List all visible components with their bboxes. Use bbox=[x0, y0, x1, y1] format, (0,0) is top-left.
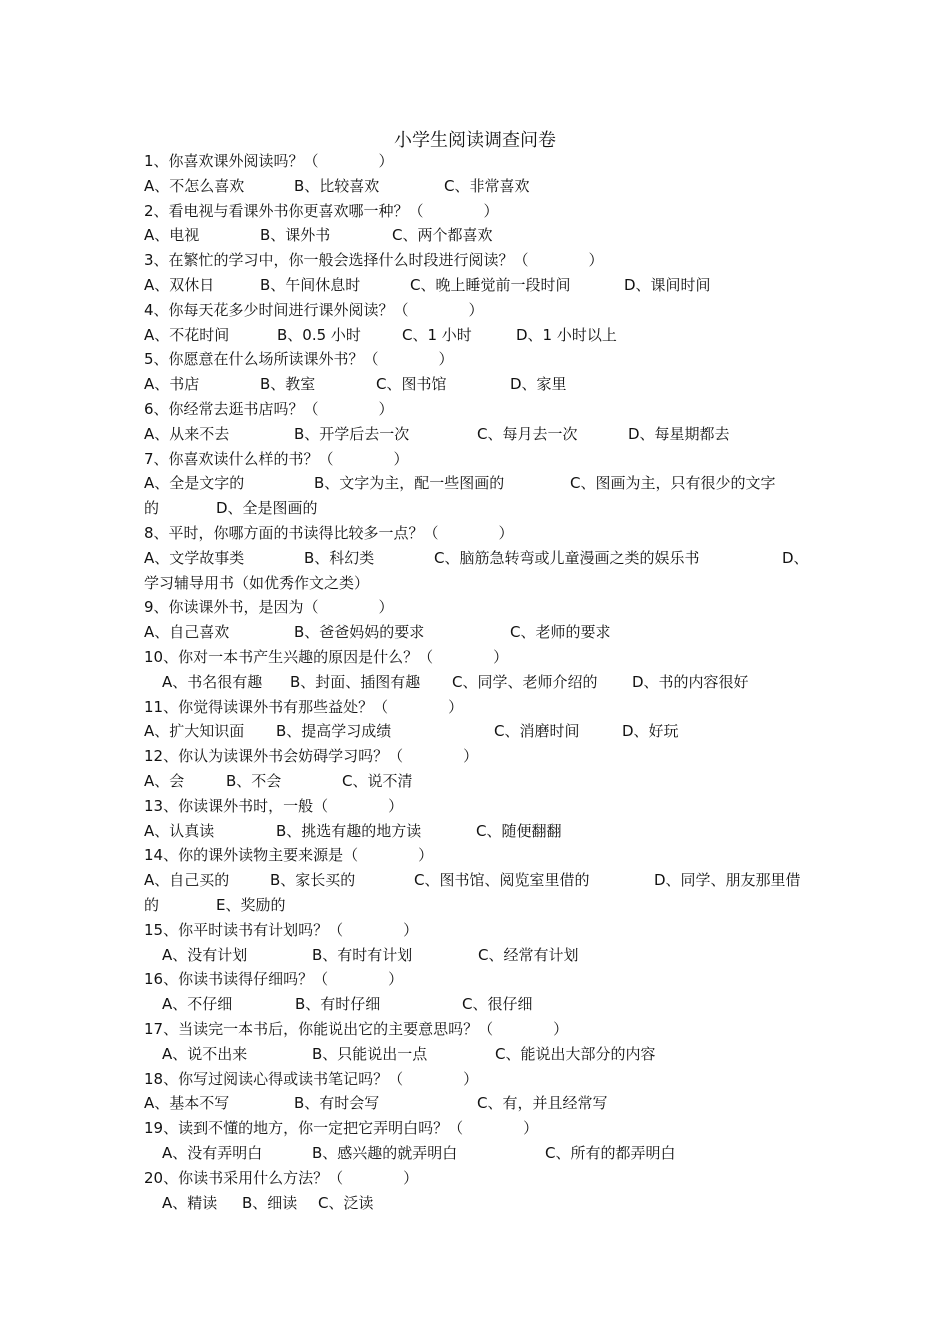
answer-option: C、能说出大部分的内容 bbox=[495, 1044, 656, 1063]
answer-option: C、有，并且经常写 bbox=[477, 1094, 608, 1113]
answer-option: A、全是文字的 bbox=[144, 474, 245, 493]
question-line: 2、看电视与看课外书你更喜欢哪一种？（ ） bbox=[144, 201, 499, 220]
answer-option: C、两个都喜欢 bbox=[392, 226, 493, 245]
question-line: 8、平时，你哪方面的书读得比较多一点？（ ） bbox=[144, 524, 514, 542]
options-line bbox=[162, 1191, 832, 1216]
answer-option: B、比较喜欢 bbox=[294, 176, 380, 195]
options-line bbox=[144, 546, 814, 571]
answer-option: B、文字为主，配一些图画的 bbox=[314, 474, 505, 493]
answer-option: C、图书馆、阅览室里借的 bbox=[414, 871, 590, 890]
answer-option: B、感兴趣的就弄明白 bbox=[312, 1144, 458, 1162]
answer-option: C、非常喜欢 bbox=[444, 176, 530, 195]
answer-option: B、开学后去一次 bbox=[294, 424, 410, 443]
answer-option: 的 bbox=[144, 499, 160, 518]
answer-option: D、全是图画的 bbox=[216, 499, 318, 518]
question-line: 6、你经常去逛书店吗？（ ） bbox=[144, 400, 394, 418]
answer-option: B、细读 bbox=[242, 1193, 298, 1212]
answer-option: A、不花时间 bbox=[144, 325, 230, 344]
question-line: 19、读到不懂的地方，你一定把它弄明白吗？（ ） bbox=[144, 1119, 539, 1138]
answer-option: A、基本不写 bbox=[144, 1094, 230, 1113]
answer-option: D、书的内容很好 bbox=[632, 672, 749, 691]
answer-option: A、没有计划 bbox=[162, 945, 248, 964]
answer-option: A、从来不去 bbox=[144, 424, 230, 443]
answer-option: D、1 小时以上 bbox=[516, 325, 617, 344]
answer-option: C、1 小时 bbox=[402, 325, 472, 344]
options-line bbox=[162, 992, 832, 1017]
answer-option: B、只能说出一点 bbox=[312, 1044, 428, 1063]
answer-option: A、扩大知识面 bbox=[144, 722, 245, 741]
question-line: 10、你对一本书产生兴趣的原因是什么？（ ） bbox=[144, 648, 509, 666]
answer-option: A、双休日 bbox=[144, 276, 215, 294]
answer-option: C、晚上睡觉前一段时间 bbox=[410, 276, 571, 294]
options-line bbox=[162, 943, 832, 968]
answer-option: A、自己喜欢 bbox=[144, 623, 230, 642]
answer-option: A、说不出来 bbox=[162, 1044, 248, 1063]
options-line bbox=[144, 372, 814, 397]
question-line: 11、你觉得读课外书有那些益处？（ ） bbox=[144, 697, 464, 716]
options-line bbox=[144, 496, 814, 521]
question-line: 1、你喜欢课外阅读吗？（ ） bbox=[144, 152, 394, 170]
answer-option: A、不怎么喜欢 bbox=[144, 176, 245, 195]
answer-option: C、消磨时间 bbox=[494, 722, 580, 741]
question-line: 5、你愿意在什么场所读课外书？（ ） bbox=[144, 350, 454, 369]
question-line: 12、你认为读课外书会妨碍学习吗？（ ） bbox=[144, 747, 479, 766]
options-line bbox=[144, 471, 814, 496]
answer-option: A、文学故事类 bbox=[144, 548, 245, 567]
question-line: 16、你读书读得仔细吗？（ ） bbox=[144, 970, 404, 989]
question-line: 4、你每天花多少时间进行课外阅读？（ ） bbox=[144, 300, 484, 319]
options-line bbox=[144, 174, 814, 199]
answer-option: B、科幻类 bbox=[304, 548, 375, 567]
answer-option: B、有时有计划 bbox=[312, 945, 413, 964]
answer-option: B、有时会写 bbox=[294, 1094, 380, 1113]
answer-option: C、每月去一次 bbox=[477, 424, 578, 443]
question-line: 14、你的课外读物主要来源是（ ） bbox=[144, 846, 434, 865]
question-line: 3、在繁忙的学习中，你一般会选择什么时段进行阅读？（ ） bbox=[144, 251, 604, 270]
answer-option: B、家长买的 bbox=[270, 871, 356, 890]
document-title: 小学生阅读调查问卷 bbox=[394, 130, 556, 151]
answer-option: D、好玩 bbox=[622, 722, 679, 741]
options-line bbox=[144, 769, 814, 794]
answer-option: C、随便翻翻 bbox=[476, 821, 562, 840]
options-line bbox=[162, 1141, 832, 1166]
answer-option: D、 bbox=[782, 548, 809, 567]
options-line bbox=[144, 1091, 814, 1116]
answer-option: A、书名很有趣 bbox=[162, 672, 263, 691]
question-line: 9、你读课外书，是因为（ ） bbox=[144, 598, 394, 617]
question-line: 13、你读课外书时，一般（ ） bbox=[144, 796, 404, 815]
options-line bbox=[162, 670, 832, 695]
question-line: 20、你读书采用什么方法？（ ） bbox=[144, 1168, 419, 1187]
answer-option: B、挑选有趣的地方读 bbox=[276, 821, 422, 840]
options-line bbox=[144, 323, 814, 348]
options-line bbox=[144, 868, 814, 893]
answer-option: D、课间时间 bbox=[624, 276, 711, 294]
options-line bbox=[144, 719, 814, 744]
answer-option: C、脑筋急转弯或儿童漫画之类的娱乐书 bbox=[434, 548, 700, 567]
question-line: 17、当读完一本书后，你能说出它的主要意思吗？（ ） bbox=[144, 1020, 569, 1038]
question-line: 15、你平时读书有计划吗？（ ） bbox=[144, 920, 419, 939]
options-line bbox=[144, 223, 814, 248]
answer-option: C、同学、老师介绍的 bbox=[452, 672, 598, 691]
answer-option: C、泛读 bbox=[318, 1193, 374, 1212]
answer-option: C、说不清 bbox=[342, 772, 413, 790]
answer-option: A、认真读 bbox=[144, 821, 215, 840]
answer-option: D、家里 bbox=[510, 375, 567, 394]
answer-option: B、封面、插图有趣 bbox=[290, 672, 421, 691]
options-line bbox=[144, 422, 814, 447]
answer-option: B、不会 bbox=[226, 772, 282, 790]
answer-option: B、爸爸妈妈的要求 bbox=[294, 623, 425, 642]
answer-option: A、精读 bbox=[162, 1193, 218, 1212]
options-line bbox=[144, 620, 814, 645]
answer-option: D、每星期都去 bbox=[628, 424, 730, 443]
answer-option: C、所有的都弄明白 bbox=[545, 1144, 676, 1162]
question-line: 7、你喜欢读什么样的书？（ ） bbox=[144, 449, 409, 468]
question-line: 18、你写过阅读心得或读书笔记吗？（ ） bbox=[144, 1069, 479, 1088]
answer-option: B、教室 bbox=[260, 375, 316, 394]
options-line bbox=[162, 1042, 832, 1067]
answer-option: 的 bbox=[144, 896, 160, 914]
options-line bbox=[144, 893, 814, 918]
answer-option: B、有时仔细 bbox=[295, 995, 381, 1014]
answer-option: D、同学、朋友那里借 bbox=[654, 871, 801, 890]
answer-option: C、老师的要求 bbox=[510, 623, 611, 642]
answer-option: B、提高学习成绩 bbox=[276, 722, 392, 741]
answer-option: C、图画为主，只有很少的文字 bbox=[570, 474, 776, 493]
answer-option: A、不仔细 bbox=[162, 995, 233, 1014]
question-line: 学习辅导用书（如优秀作文之类） bbox=[144, 573, 370, 592]
answer-option: B、午间休息时 bbox=[260, 276, 361, 294]
answer-option: B、课外书 bbox=[260, 226, 331, 245]
answer-option: E、奖励的 bbox=[216, 896, 286, 914]
answer-option: A、电视 bbox=[144, 226, 200, 245]
answer-option: A、没有弄明白 bbox=[162, 1144, 263, 1162]
answer-option: B、0.5 小时 bbox=[277, 325, 361, 344]
options-line bbox=[144, 819, 814, 844]
options-line bbox=[144, 273, 814, 298]
answer-option: A、自己买的 bbox=[144, 871, 230, 890]
answer-option: C、经常有计划 bbox=[478, 945, 579, 964]
answer-option: A、书店 bbox=[144, 375, 200, 394]
answer-option: C、图书馆 bbox=[376, 375, 447, 394]
answer-option: C、很仔细 bbox=[462, 995, 533, 1014]
answer-option: A、会 bbox=[144, 772, 185, 790]
